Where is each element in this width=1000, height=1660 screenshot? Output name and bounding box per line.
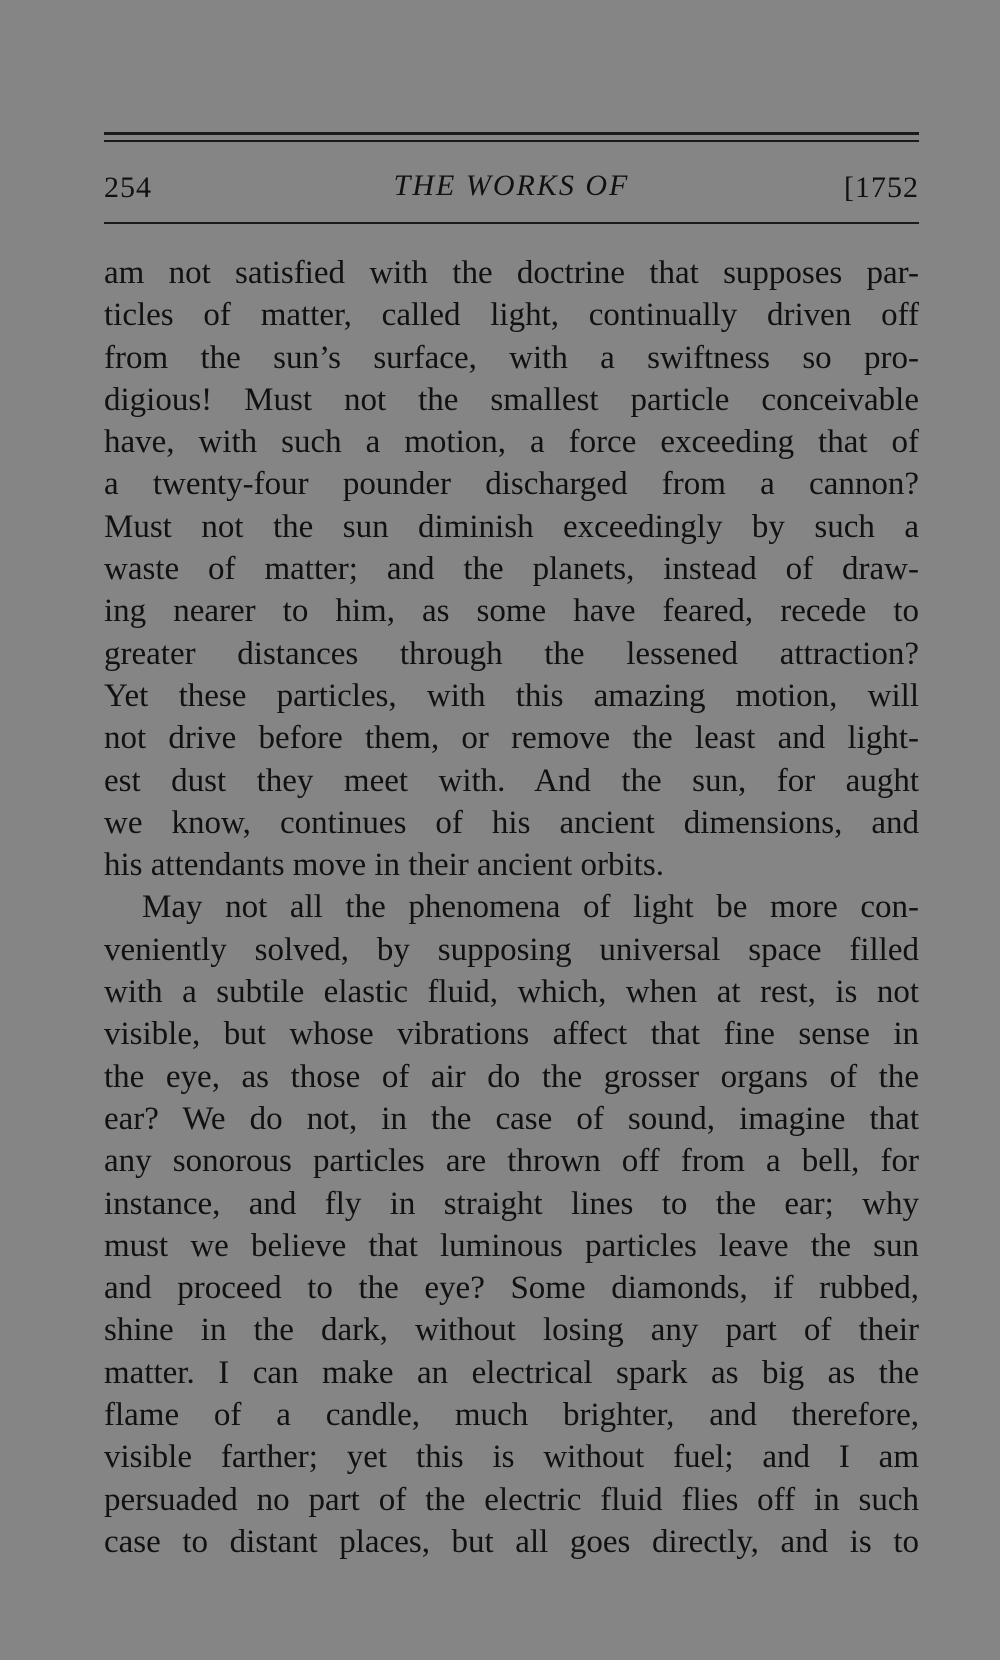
text-line: not drive before them, or remove the least and light-	[104, 720, 919, 757]
text-line: digious! Must not the smallest particle conceivable	[104, 381, 919, 418]
running-head	[104, 166, 919, 206]
text-line: a twenty-four pounder discharged from a cannon?	[104, 466, 919, 503]
text-line: visible, but whose vibrations affect that fine sense in	[104, 1016, 919, 1053]
top-rule-thick	[104, 132, 919, 135]
text-line: Yet these particles, with this amazing motion, will	[104, 677, 919, 714]
text-line: must we believe that luminous particles leave the sun	[104, 1227, 919, 1264]
text-line: shine in the dark, without losing any part of their	[104, 1312, 919, 1349]
text-line: and proceed to the eye? Some diamonds, if rubbed,	[104, 1270, 919, 1307]
text-line: any sonorous particles are thrown off from a bell, for	[104, 1143, 919, 1180]
text-line-paragraph-start: May not all the phenomena of light be more con-	[142, 889, 919, 926]
text-line: his attendants move in their ancient orbits.	[104, 847, 664, 884]
header-rule	[104, 222, 919, 224]
text-line: visible farther; yet this is without fuel; and I am	[104, 1439, 919, 1476]
text-line: ticles of matter, called light, continually driven off	[104, 297, 919, 334]
running-title: THE WORKS OF	[393, 169, 630, 202]
text-line: case to distant places, but all goes directly, and is to	[104, 1523, 919, 1560]
text-line: with a subtile elastic fluid, which, when at rest, is not	[104, 974, 919, 1011]
text-line: have, with such a motion, a force exceeding that of	[104, 424, 919, 461]
text-line: veniently solved, by supposing universal space filled	[104, 931, 919, 968]
running-year: [1752	[844, 171, 919, 204]
top-rule-thin	[104, 140, 919, 142]
text-line: flame of a candle, much brighter, and therefore,	[104, 1397, 919, 1434]
text-line: Must not the sun diminish exceedingly by such a	[104, 508, 919, 545]
text-line: persuaded no part of the electric fluid flies off in such	[104, 1481, 919, 1518]
text-line: instance, and fly in straight lines to the ear; why	[104, 1185, 919, 1222]
text-line: waste of matter; and the planets, instead of draw-	[104, 551, 919, 588]
text-line: est dust they meet with. And the sun, for aught	[104, 762, 919, 799]
text-line: the eye, as those of air do the grosser organs of the	[104, 1058, 919, 1095]
text-line: greater distances through the lessened attraction?	[104, 635, 919, 672]
text-line: matter. I can make an electrical spark as big as the	[104, 1354, 919, 1391]
text-line: ing nearer to him, as some have feared, recede to	[104, 593, 919, 630]
text-line: we know, continues of his ancient dimensions, and	[104, 804, 919, 841]
page-number: 254	[104, 171, 152, 204]
body-text	[104, 252, 919, 1563]
text-line: am not satisfied with the doctrine that supposes par-	[104, 255, 919, 291]
text-line: ear? We do not, in the case of sound, imagine that	[104, 1100, 919, 1137]
text-line: from the sun’s surface, with a swiftness so pro-	[104, 339, 919, 376]
